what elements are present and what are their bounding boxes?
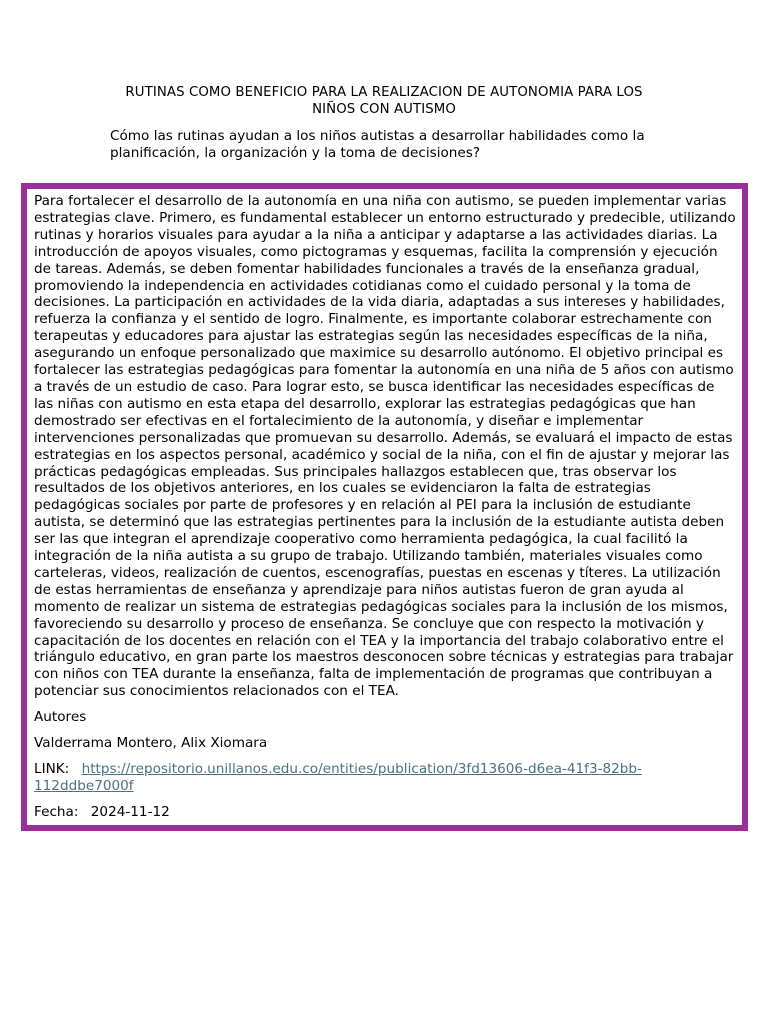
authors-heading: Autores <box>34 709 87 726</box>
document-title: RUTINAS COMO BENEFICIO PARA LA REALIZACION DE AUTONOMIA PARA LOS NIÑOS CON AUTISMO <box>125 85 643 117</box>
content-box-inner <box>27 189 742 821</box>
date-label: Fecha: <box>34 803 79 820</box>
link-row <box>34 761 736 795</box>
abstract-paragraph: Para fortalecer el desarrollo de la autonomía en una niña con autismo, se pueden implementar varias estrategias clave. Primero, es fundamental establecer un entorno estructurado y predecible, utilizando rutinas y horarios visuales para ayudar a la niña a anticipar y adaptarse a las actividades diarias. La introducción de apoyos visuales, como pictogramas y esquemas, facilita la comprensión y ejecución de tareas. Además, se deben fomentar habilidades funcionales a través de la enseñanza gradual, promoviendo la independencia en actividades cotidianas como el cuidado personal y la toma de decisiones. La participación en actividades de la vida diaria, adaptadas a sus intereses y habilidades, refuerza la confianza y el sentido de logro. Finalmente, es importante colaborar estrechamente con terapeutas y educadores para ajustar las estrategias según las necesidades específicas de la niña, asegurando un enfoque personalizado que maximice su desarrollo autónomo. El objetivo principal es fortalecer las estrategias pedagógicas para fomentar la autonomía en una niña de 5 años con autismo a través de un estudio de caso. Para lograr esto, se busca identificar las necesidades específicas de las niñas con autismo en esta etapa del desarrollo, explorar las estrategias pedagógicas que han demostrado ser efectivas en el fortalecimiento de la autonomía, y diseñar e implementar intervenciones personalizadas que promuevan su desarrollo. Además, se evaluará el impacto de estas estrategias en los aspectos personal, académico y social de la niña, con el fin de ajustar y mejorar las prácticas pedagógicas empleadas. Sus principales hallazgos establecen que, tras observar los resultados de los objetivos anteriores, en los cuales se evidenciaron la falta de estrategias pedagógicas sociales por parte de profesores y en relación al PEI para la inclusión de estudiante autista, se determinó que las estrategias pertinentes para la inclusión de la estudiante autista deben ser las que integran el aprendizaje cooperativo como herramienta pedagógica, la cual facilitó la integración de la niña autista a su grupo de trabajo. Utilizando también, materiales visuales como carteleras, videos, realización de cuentos, escenografías, puestas en escenas y títeres. La utilización de estas herramientas de enseñanza y aprendizaje para niños autistas fueron de gran ayuda al momento de realizar un sistema de estrategias pedagógicas sociales para la inclusión de los mismos, favoreciendo su desarrollo y proceso de enseñanza. Se concluye que con respecto la motivación y capacitación de los docentes en relación con el TEA y la importancia del trabajo colaborativo entre el triángulo educativo, en gran parte los maestros desconocen sobre técnicas y estrategias para trabajar con niños con TEA durante la enseñanza, falta de implementación de programas que contribuyan a potenciar sus conocimientos relacionados con el TEA. <box>34 193 736 700</box>
date-value: 2024-11-12 <box>90 803 170 820</box>
repository-link[interactable]: https://repositorio.unillanos.edu.co/entities/publication/3fd13606-d6ea-41f3-82bb-112ddbe7000f <box>34 761 642 794</box>
link-label: LINK: <box>34 761 70 777</box>
content-box <box>21 183 748 831</box>
date-row <box>34 804 736 821</box>
research-question: Cómo las rutinas ayudan a los niños autistas a desarrollar habilidades como la planificación, la organización y la toma de decisiones? <box>110 128 645 161</box>
author-name: Valderrama Montero, Alix Xiomara <box>34 735 268 752</box>
